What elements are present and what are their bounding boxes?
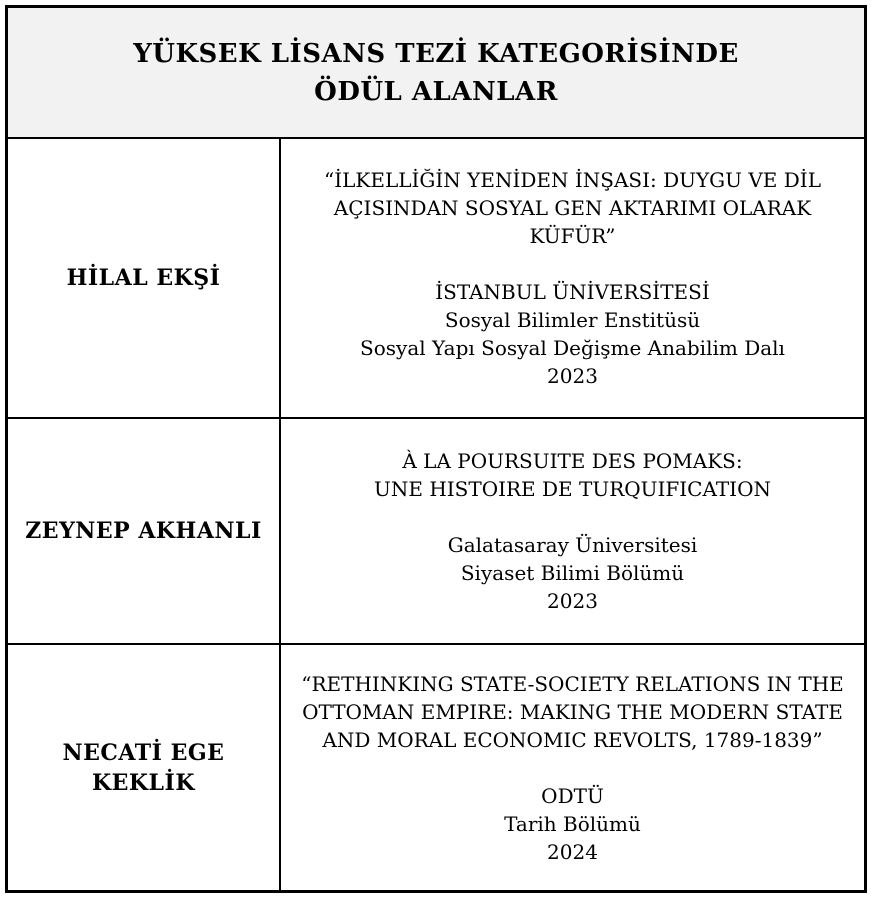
winner-name-cell (8, 419, 281, 643)
institute-line: Sosyal Bilimler Enstitüsü (444, 308, 701, 332)
winner-name-cell (8, 645, 281, 890)
winner-row (8, 419, 864, 645)
winner-row (8, 645, 864, 890)
winner-name: ZEYNEP AKHANLI (25, 518, 262, 544)
thesis-title-line: OTTOMAN EMPIRE: MAKING THE MODERN STATE (302, 699, 843, 724)
thesis-title (324, 166, 821, 250)
table-header (8, 8, 864, 139)
year-line: 2023 (547, 364, 598, 388)
institution-line: ODTÜ (541, 783, 604, 808)
thesis-title-line: “RETHINKING STATE-SOCIETY RELATIONS IN THE (301, 671, 844, 696)
winner-name: NECATİ EGE (62, 739, 225, 766)
institution-line: İSTANBUL ÜNİVERSİTESİ (435, 280, 710, 304)
program-line: Sosyal Yapı Sosyal Değişme Anabilim Dalı (360, 336, 785, 360)
thesis-title-line: “İLKELLİĞİN YENİDEN İNŞASI: DUYGU VE DİL (324, 168, 821, 192)
thesis-title-line: UNE HISTOIRE DE TURQUIFICATION (374, 477, 771, 501)
thesis-cell (281, 139, 864, 417)
year-line: 2023 (547, 589, 598, 613)
thesis-details (360, 278, 785, 390)
table-title-line: YÜKSEK LİSANS TEZİ KATEGORİSİNDE (133, 38, 739, 69)
department-line: Siyaset Bilimi Bölümü (460, 561, 685, 585)
thesis-title-line: AÇISINDAN SOSYAL GEN AKTARIMI OLARAK (333, 196, 812, 220)
winner-row (8, 139, 864, 419)
department-line: Tarih Bölümü (504, 811, 641, 836)
thesis-cell (281, 419, 864, 643)
thesis-title (374, 447, 771, 503)
thesis-details (448, 531, 698, 615)
thesis-details (504, 782, 641, 866)
thesis-title-line: KÜFÜR” (529, 224, 616, 248)
winner-name: KEKLİK (92, 769, 195, 796)
thesis-title (301, 670, 844, 754)
thesis-title-line: À LA POURSUITE DES POMAKS: (402, 449, 743, 473)
winner-name: HİLAL EKŞİ (66, 265, 221, 291)
table-title-line: ÖDÜL ALANLAR (314, 76, 558, 107)
thesis-title-line: AND MORAL ECONOMIC REVOLTS, 1789-1839” (322, 727, 823, 752)
institution-line: Galatasaray Üniversitesi (447, 533, 698, 557)
award-table (5, 5, 867, 893)
thesis-cell (281, 645, 864, 890)
winner-name-cell (8, 139, 281, 417)
year-line: 2024 (547, 839, 598, 864)
